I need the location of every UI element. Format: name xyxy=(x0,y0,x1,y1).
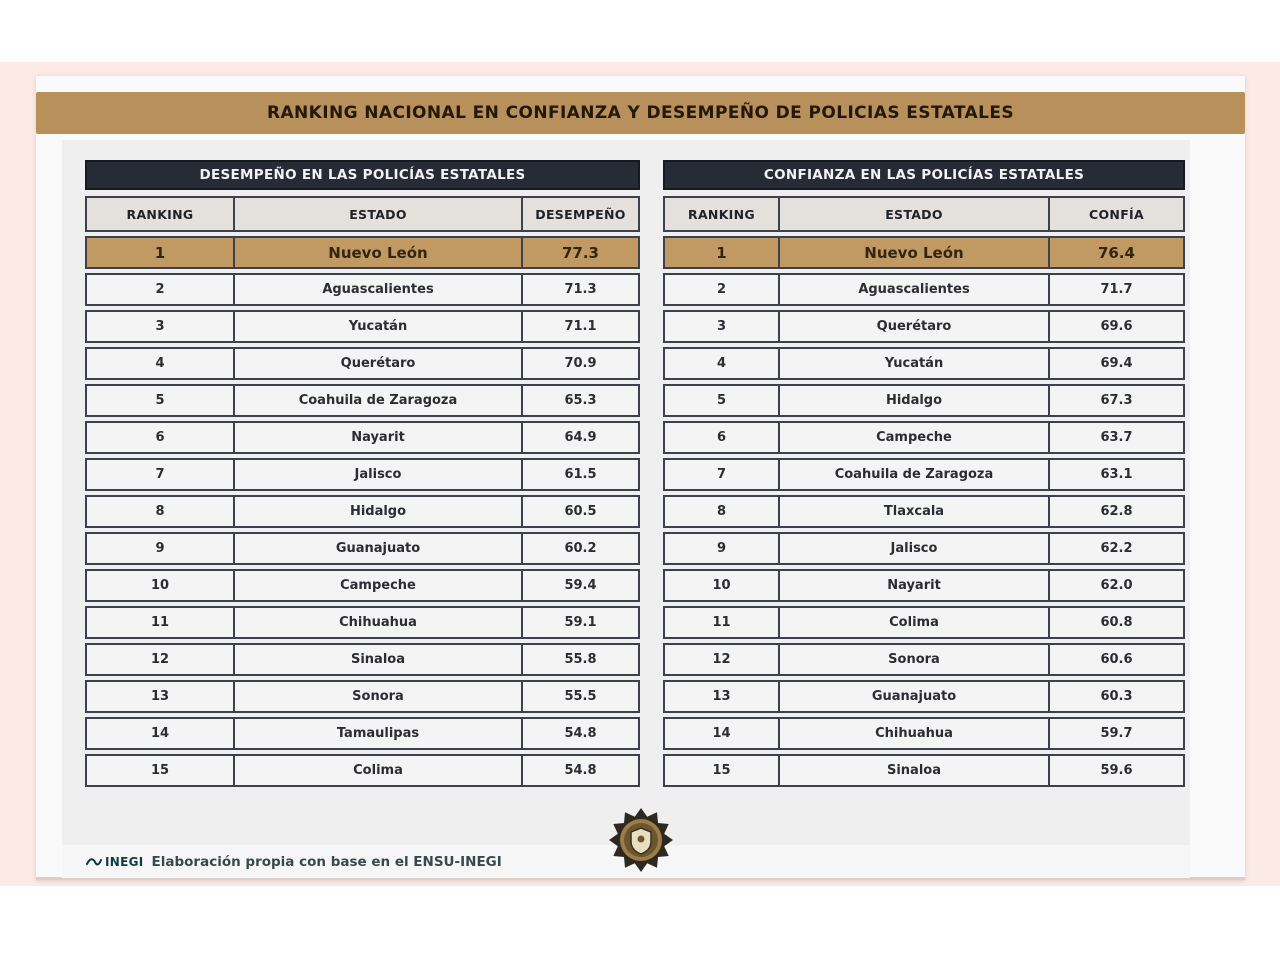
state-cell: Querétaro xyxy=(778,312,1048,341)
desempeno-rows xyxy=(85,236,640,787)
state-cell: Coahuila de Zaragoza xyxy=(778,460,1048,489)
state-cell: Sinaloa xyxy=(778,756,1048,785)
state-cell: Nayarit xyxy=(778,571,1048,600)
value-cell: 77.3 xyxy=(521,238,638,267)
table-row xyxy=(663,643,1185,676)
state-cell: Tamaulipas xyxy=(233,719,521,748)
state-cell: Chihuahua xyxy=(233,608,521,637)
table-row xyxy=(663,273,1185,306)
value-cell: 62.0 xyxy=(1048,571,1183,600)
column-header-confia: CONFÍA xyxy=(1048,198,1183,230)
table-row xyxy=(663,384,1185,417)
rank-cell: 7 xyxy=(716,467,727,482)
state-cell: Colima xyxy=(233,756,521,785)
state-cell: Jalisco xyxy=(778,534,1048,563)
rank-cell: 13 xyxy=(712,689,731,704)
state-cell: Campeche xyxy=(778,423,1048,452)
rank-cell: 5 xyxy=(155,393,165,408)
value-cell: 65.3 xyxy=(521,386,638,415)
state-cell: Guanajuato xyxy=(233,534,521,563)
value-cell: 64.9 xyxy=(521,423,638,452)
value-cell: 69.6 xyxy=(1048,312,1183,341)
value-cell: 59.1 xyxy=(521,608,638,637)
table-row xyxy=(85,384,640,417)
table-row xyxy=(85,717,640,750)
table-row xyxy=(85,680,640,713)
state-cell: Jalisco xyxy=(233,460,521,489)
table-row xyxy=(85,754,640,787)
rank-cell: 5 xyxy=(716,393,727,408)
value-cell: 62.8 xyxy=(1048,497,1183,526)
column-header-estado: ESTADO xyxy=(778,198,1048,230)
rank-cell: 1 xyxy=(154,243,166,262)
rank-cell: 4 xyxy=(716,356,727,371)
state-cell: Sonora xyxy=(233,682,521,711)
value-cell: 61.5 xyxy=(521,460,638,489)
value-cell: 71.3 xyxy=(521,275,638,304)
rank-cell: 11 xyxy=(712,615,731,630)
value-cell: 60.3 xyxy=(1048,682,1183,711)
rank-cell: 9 xyxy=(716,541,727,556)
rank-cell: 11 xyxy=(150,615,170,630)
column-header-desempeno: DESEMPEÑO xyxy=(521,198,638,230)
rank-cell: 14 xyxy=(712,726,731,741)
value-cell: 69.4 xyxy=(1048,349,1183,378)
value-cell: 59.7 xyxy=(1048,719,1183,748)
value-cell: 71.7 xyxy=(1048,275,1183,304)
rank-cell: 15 xyxy=(712,763,731,778)
table-row xyxy=(85,569,640,602)
rank-cell: 8 xyxy=(716,504,727,519)
value-cell: 54.8 xyxy=(521,756,638,785)
state-cell: Colima xyxy=(778,608,1048,637)
table-row xyxy=(663,310,1185,343)
source-text: Elaboración propia con base en el ENSU-INEGI xyxy=(151,853,502,870)
state-cell: Tlaxcala xyxy=(778,497,1048,526)
rank-cell: 3 xyxy=(155,319,165,334)
rank-cell: 14 xyxy=(150,726,170,741)
rank-cell: 6 xyxy=(155,430,165,445)
banner-title: RANKING NACIONAL EN CONFIANZA Y DESEMPEÑO DE POLICIAS ESTATALES xyxy=(266,103,1014,123)
rank-cell: 2 xyxy=(716,282,727,297)
desempeno-table-title: DESEMPEÑO EN LAS POLICÍAS ESTATALES xyxy=(85,160,640,190)
table-row xyxy=(85,606,640,639)
desempeno-table xyxy=(85,160,640,787)
table-row xyxy=(85,458,640,491)
table-row xyxy=(85,347,640,380)
value-cell: 59.4 xyxy=(521,571,638,600)
rank-cell: 7 xyxy=(155,467,165,482)
table-row xyxy=(663,347,1185,380)
police-star-badge-icon xyxy=(609,805,673,875)
inegi-logo-text: INEGI xyxy=(105,854,144,869)
state-cell: Hidalgo xyxy=(778,386,1048,415)
inegi-logo xyxy=(86,855,144,869)
rank-cell: 10 xyxy=(150,578,170,593)
table-row xyxy=(85,495,640,528)
desempeno-column-headers xyxy=(85,196,640,232)
confianza-table-title: CONFIANZA EN LAS POLICÍAS ESTATALES xyxy=(663,160,1185,190)
table-row xyxy=(85,421,640,454)
value-cell: 76.4 xyxy=(1048,238,1183,267)
value-cell: 63.1 xyxy=(1048,460,1183,489)
value-cell: 60.8 xyxy=(1048,608,1183,637)
rank-cell: 4 xyxy=(155,356,165,371)
state-cell: Chihuahua xyxy=(778,719,1048,748)
state-cell: Nuevo León xyxy=(778,238,1048,267)
confianza-column-headers xyxy=(663,196,1185,232)
rank-cell: 15 xyxy=(150,763,170,778)
value-cell: 71.1 xyxy=(521,312,638,341)
inegi-swoosh-icon xyxy=(86,856,102,868)
rank-cell: 6 xyxy=(716,430,727,445)
value-cell: 60.5 xyxy=(521,497,638,526)
rank-cell: 1 xyxy=(716,243,727,262)
state-cell: Sinaloa xyxy=(233,645,521,674)
value-cell: 54.8 xyxy=(521,719,638,748)
value-cell: 62.2 xyxy=(1048,534,1183,563)
table-row xyxy=(663,717,1185,750)
table-row xyxy=(663,236,1185,269)
column-header-estado: ESTADO xyxy=(233,198,521,230)
table-row xyxy=(85,643,640,676)
value-cell: 70.9 xyxy=(521,349,638,378)
table-row xyxy=(663,754,1185,787)
state-cell: Campeche xyxy=(233,571,521,600)
rank-cell: 12 xyxy=(712,652,731,667)
value-cell: 59.6 xyxy=(1048,756,1183,785)
table-row xyxy=(663,680,1185,713)
banner-title-bar xyxy=(36,92,1245,134)
table-row xyxy=(663,495,1185,528)
table-row xyxy=(663,606,1185,639)
state-cell: Guanajuato xyxy=(778,682,1048,711)
table-row xyxy=(663,458,1185,491)
value-cell: 60.6 xyxy=(1048,645,1183,674)
infographic-card xyxy=(36,76,1245,880)
state-cell: Coahuila de Zaragoza xyxy=(233,386,521,415)
rank-cell: 2 xyxy=(155,282,165,297)
state-cell: Yucatán xyxy=(778,349,1048,378)
state-cell: Querétaro xyxy=(233,349,521,378)
state-cell: Aguascalientes xyxy=(233,275,521,304)
state-cell: Sonora xyxy=(778,645,1048,674)
rank-cell: 3 xyxy=(716,319,727,334)
rank-cell: 8 xyxy=(155,504,165,519)
table-row xyxy=(85,310,640,343)
value-cell: 63.7 xyxy=(1048,423,1183,452)
value-cell: 60.2 xyxy=(521,534,638,563)
state-cell: Aguascalientes xyxy=(778,275,1048,304)
column-header-ranking: RANKING xyxy=(126,206,194,222)
state-cell: Nuevo León xyxy=(233,238,521,267)
rank-cell: 12 xyxy=(150,652,170,667)
value-cell: 67.3 xyxy=(1048,386,1183,415)
confianza-table xyxy=(663,160,1185,787)
value-cell: 55.8 xyxy=(521,645,638,674)
rank-cell: 13 xyxy=(150,689,170,704)
confianza-rows xyxy=(663,236,1185,787)
table-row xyxy=(663,569,1185,602)
table-row xyxy=(663,421,1185,454)
state-cell: Hidalgo xyxy=(233,497,521,526)
table-row xyxy=(85,273,640,306)
table-row xyxy=(663,532,1185,565)
value-cell: 55.5 xyxy=(521,682,638,711)
rank-cell: 9 xyxy=(155,541,165,556)
table-row xyxy=(85,236,640,269)
state-cell: Yucatán xyxy=(233,312,521,341)
column-header-ranking: RANKING xyxy=(688,206,755,222)
rank-cell: 10 xyxy=(712,578,731,593)
table-row xyxy=(85,532,640,565)
state-cell: Nayarit xyxy=(233,423,521,452)
